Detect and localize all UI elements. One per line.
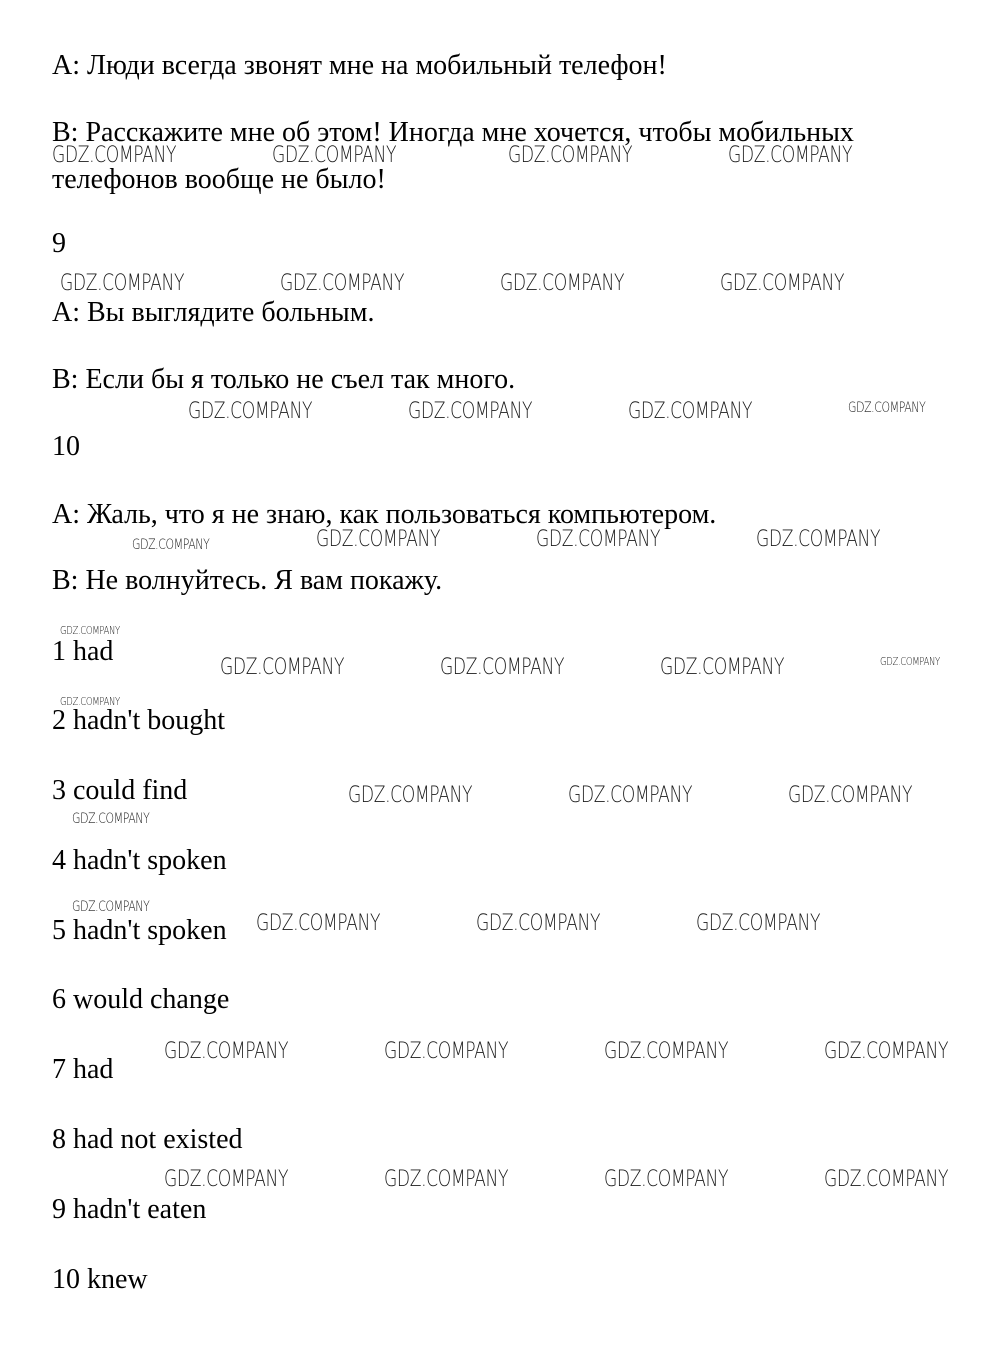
watermark: GDZ.COMPANY	[500, 271, 625, 296]
watermark: GDZ.COMPANY	[220, 655, 345, 680]
watermark: GDZ.COMPANY	[880, 655, 940, 668]
dialogue-10-number: 10	[52, 431, 80, 462]
watermark: GDZ.COMPANY	[604, 1039, 729, 1064]
watermark: GDZ.COMPANY	[256, 911, 381, 936]
watermark: GDZ.COMPANY	[164, 1039, 289, 1064]
answer-1: 1 had	[52, 636, 114, 667]
watermark: GDZ.COMPANY	[660, 655, 785, 680]
watermark: GDZ.COMPANY	[316, 527, 441, 552]
watermark: GDZ.COMPANY	[628, 399, 753, 424]
dialogue-9-a: A: Вы выглядите больным.	[52, 297, 375, 328]
watermark: GDZ.COMPANY	[72, 899, 150, 915]
watermark: GDZ.COMPANY	[188, 399, 313, 424]
watermark: GDZ.COMPANY	[52, 143, 177, 168]
watermark: GDZ.COMPANY	[508, 143, 633, 168]
watermark: GDZ.COMPANY	[132, 537, 210, 553]
watermark: GDZ.COMPANY	[60, 624, 120, 637]
watermark: GDZ.COMPANY	[384, 1039, 509, 1064]
watermark: GDZ.COMPANY	[280, 271, 405, 296]
watermark: GDZ.COMPANY	[536, 527, 661, 552]
watermark: GDZ.COMPANY	[824, 1167, 949, 1192]
watermark: GDZ.COMPANY	[568, 783, 693, 808]
dialogue-9-number: 9	[52, 228, 66, 259]
dialogue-9-b: B: Если бы я только не съел так много.	[52, 364, 516, 395]
watermark: GDZ.COMPANY	[788, 783, 913, 808]
dialogue-8-b-line1: B: Расскажите мне об этом! Иногда мне хочется, чтобы мобильных	[52, 117, 854, 148]
watermark: GDZ.COMPANY	[60, 695, 120, 708]
watermark: GDZ.COMPANY	[164, 1167, 289, 1192]
watermark: GDZ.COMPANY	[476, 911, 601, 936]
watermark: GDZ.COMPANY	[696, 911, 821, 936]
answer-10: 10 knew	[52, 1264, 148, 1295]
watermark: GDZ.COMPANY	[440, 655, 565, 680]
watermark: GDZ.COMPANY	[384, 1167, 509, 1192]
answer-6: 6 would change	[52, 984, 230, 1015]
watermark: GDZ.COMPANY	[408, 399, 533, 424]
answer-2: 2 hadn't bought	[52, 705, 226, 736]
dialogue-8-b-line2: телефонов вообще не было!	[52, 164, 386, 195]
dialogue-8-a: A: Люди всегда звонят мне на мобильный телефон!	[52, 50, 667, 81]
watermark: GDZ.COMPANY	[348, 783, 473, 808]
dialogue-10-b: B: Не волнуйтесь. Я вам покажу.	[52, 565, 443, 596]
watermark: GDZ.COMPANY	[728, 143, 853, 168]
watermark: GDZ.COMPANY	[604, 1167, 729, 1192]
watermark: GDZ.COMPANY	[756, 527, 881, 552]
answer-3: 3 could find	[52, 775, 188, 806]
watermark: GDZ.COMPANY	[272, 143, 397, 168]
dialogue-10-a: A: Жаль, что я не знаю, как пользоваться компьютером.	[52, 499, 717, 530]
watermark: GDZ.COMPANY	[848, 400, 926, 416]
watermark: GDZ.COMPANY	[720, 271, 845, 296]
answer-9: 9 hadn't eaten	[52, 1194, 207, 1225]
watermark: GDZ.COMPANY	[72, 811, 150, 827]
answer-4: 4 hadn't spoken	[52, 845, 227, 876]
answer-7: 7 had	[52, 1054, 114, 1085]
answer-8: 8 had not existed	[52, 1124, 243, 1155]
watermark: GDZ.COMPANY	[824, 1039, 949, 1064]
watermark: GDZ.COMPANY	[60, 271, 185, 296]
answer-5: 5 hadn't spoken	[52, 915, 227, 946]
